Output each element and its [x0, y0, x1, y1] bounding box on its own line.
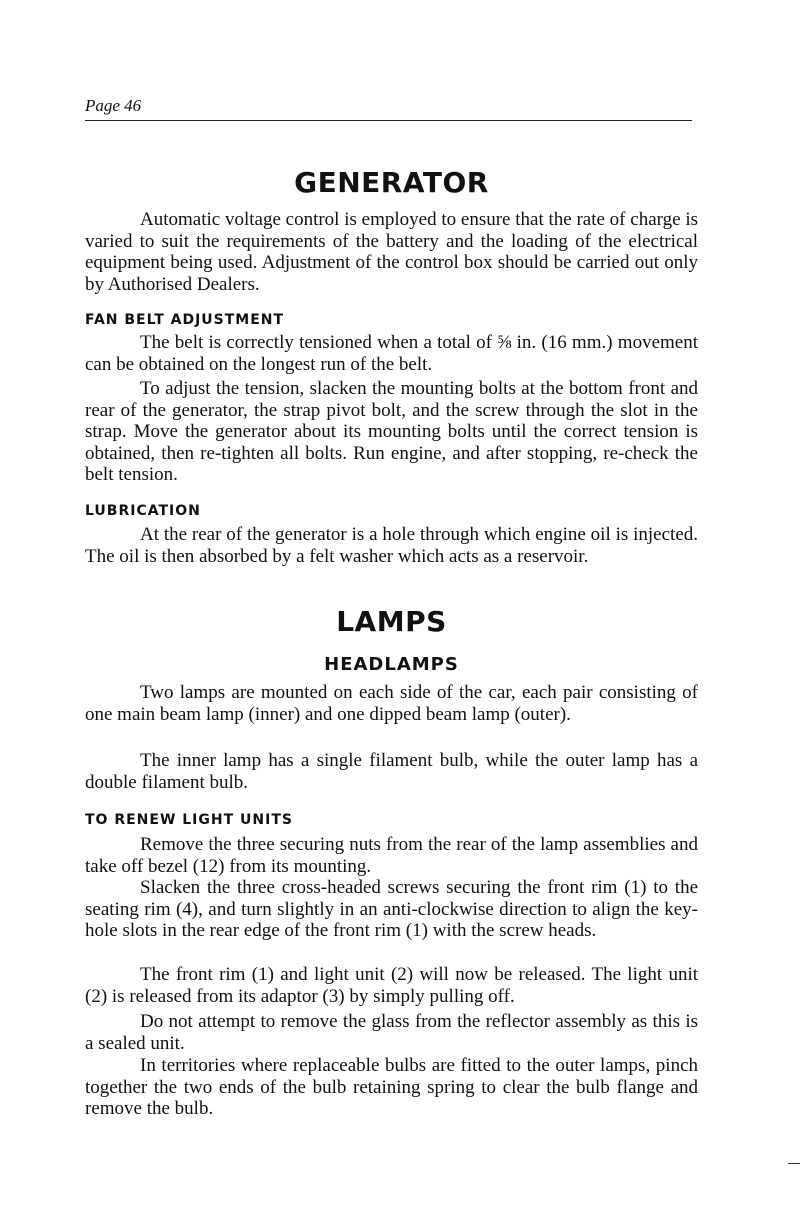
- subheading-headlamps: HEADLAMPS: [324, 654, 459, 675]
- header-rule: [85, 120, 692, 121]
- paragraph: At the rear of the generator is a hole through which engine oil is injected. The oil is then absorbed by a felt washer which acts as a reservoir.: [85, 524, 698, 567]
- paragraph: The front rim (1) and light unit (2) will now be released. The light unit (2) is released from its adaptor (3) by simply pulling off.: [85, 964, 698, 1007]
- paragraph: Automatic voltage control is employed to ensure that the rate of charge is varied to suit the requirements of the battery and the loading of the electrical equipment being used. Adjustment of the control box should be carried out only by Authorised Dealers.: [85, 209, 698, 295]
- paragraph: Remove the three securing nuts from the rear of the lamp assemblies and take off bezel (12) from its mounting.: [85, 834, 698, 877]
- paragraph: In territories where replaceable bulbs are fitted to the outer lamps, pinch together the two ends of the bulb retaining spring to clear the bulb flange and remove the bulb.: [85, 1055, 698, 1120]
- paragraph: The inner lamp has a single filament bulb, while the outer lamp has a double filament bulb.: [85, 750, 698, 793]
- subheading-fan-belt: FAN BELT ADJUSTMENT: [85, 312, 285, 328]
- section-title-generator: GENERATOR: [294, 166, 489, 199]
- subheading-lubrication: LUBRICATION: [85, 503, 201, 519]
- paragraph: To adjust the tension, slacken the mounting bolts at the bottom front and rear of the generator, the strap pivot bolt, and the screw through the slot in the strap. Move the generator about its mounting bolts until the correct tension is obtained, then re-tighten all bolts. Run engine, and after stopping, re-check the belt tension.: [85, 378, 698, 486]
- subheading-renew-light-units: TO RENEW LIGHT UNITS: [85, 812, 293, 828]
- paragraph: Slacken the three cross-headed screws securing the front rim (1) to the seating rim (4), and turn slightly in an anti-clockwise direction to align the key-hole slots in the rear edge of the front rim (1) with the screw heads.: [85, 877, 698, 942]
- paragraph: The belt is correctly tensioned when a total of ⅝ in. (16 mm.) movement can be obtained on the longest run of the belt.: [85, 332, 698, 375]
- section-title-lamps: LAMPS: [336, 605, 447, 638]
- edge-mark: [788, 1163, 800, 1164]
- page-number: Page 46: [85, 96, 142, 115]
- paragraph: Two lamps are mounted on each side of the car, each pair consisting of one main beam lamp (inner) and one dipped beam lamp (outer).: [85, 682, 698, 725]
- paragraph: Do not attempt to remove the glass from the reflector assembly as this is a sealed unit.: [85, 1011, 698, 1054]
